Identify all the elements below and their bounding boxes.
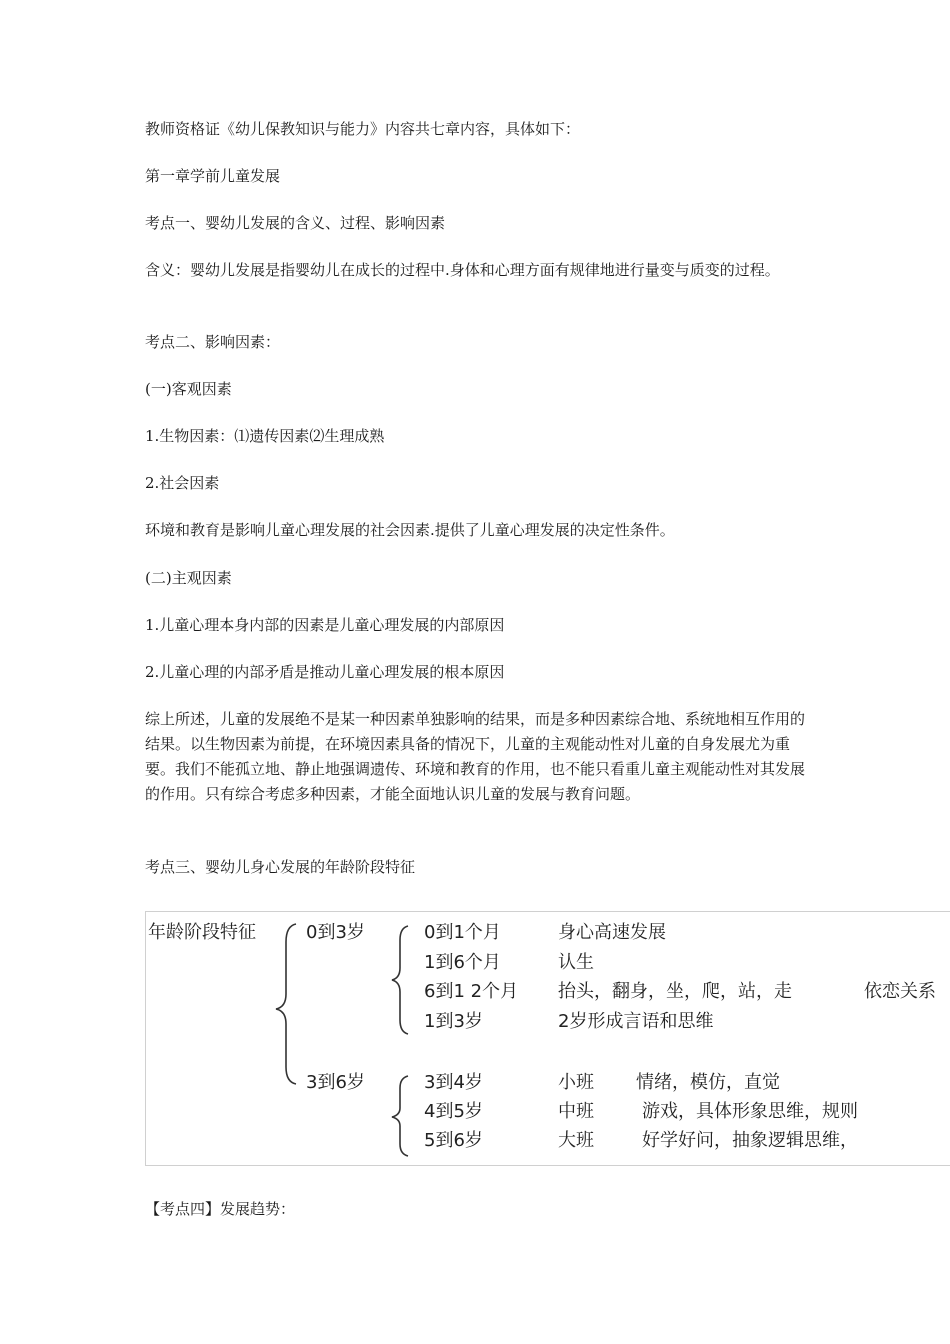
brace-0-3 [392,926,408,1034]
intro-paragraph: 教师资格证《幼儿保教知识与能力》内容共七章内容，具体如下： [145,120,581,138]
objective-factors-heading: (一)客观因素 [145,380,232,398]
class-row-3-4-year: 小班 [558,1072,594,1093]
age-row-4-5-year: 4到5岁 [424,1101,483,1122]
biological-factors-item: 1.生物因素：⑴遗传因素⑵生理成熟 [145,427,385,445]
age-row-6-12-month: 6到1 2个月 [424,981,519,1002]
age-row-3-4-year: 3到4岁 [424,1072,483,1093]
age-stage-diagram [145,911,950,1166]
diagram-root-label: 年龄阶段特征 [148,922,256,943]
desc-row-5-6-year: 好学好问，抽象逻辑思维， [642,1130,858,1151]
chapter-heading: 第一章学前儿童发展 [145,167,281,185]
desc-row-4-5-year: 游戏，具体形象思维，规则 [642,1101,858,1122]
internal-factor-item: 1.儿童心理本身内部的因素是儿童心理发展的内部原因 [145,616,505,634]
summary-paragraph: 综上所述，儿童的发展绝不是某一种因素单独影响的结果，而是多种因素综合地、系统地相互作用的结果。以生物因素为前提，在环境因素具备的情况下，儿童的主观能动性对儿童的自身发展尤为重要。我们不能孤立地、静止地强调遗传、环境和教育的作用，也不能只看重儿童主观能动性对其发展的作用。只有综合考虑多种因素，才能全面地认识儿童的发展与教育问题。 [145,710,806,803]
social-factors-item: 2.社会因素 [145,474,220,492]
age-row-1-6-month: 1到6个月 [424,952,501,973]
group-0-3-label: 0到3岁 [306,922,365,943]
main-brace [276,924,296,1084]
point-one-heading: 考点一、婴幼儿发展的含义、过程、影响因素 [145,214,446,232]
age-row-1-3-year: 1到3岁 [424,1011,483,1032]
age-row-0-1-month: 0到1个月 [424,922,501,943]
definition-paragraph: 含义：婴幼儿发展是指婴幼儿在成长的过程中.身体和心理方面有规律地进行量变与质变的过程。 [145,261,780,279]
desc-row-3-4-year: 情绪，模仿，直觉 [636,1072,780,1093]
internal-contradiction-item: 2.儿童心理的内部矛盾是推动儿童心理发展的根本原因 [145,663,505,681]
point-two-heading: 考点二、影响因素： [145,333,281,351]
subjective-factors-heading: (二)主观因素 [145,569,232,587]
desc-row-1-3-year: 2岁形成言语和思维 [558,1011,714,1032]
point-three-heading: 考点三、婴幼儿身心发展的年龄阶段特征 [145,858,416,876]
age-stage-diagram-svg [146,912,950,1165]
class-row-5-6-year: 大班 [558,1130,594,1151]
class-row-4-5-year: 中班 [558,1101,594,1122]
desc-row-1-6-month: 认生 [558,952,594,973]
environment-paragraph: 环境和教育是影响儿童心理发展的社会因素.提供了儿童心理发展的决定性条件。 [145,521,675,539]
group-3-6-label: 3到6岁 [306,1072,365,1093]
desc-row-0-1-month: 身心高速发展 [558,922,666,943]
attachment-label: 依恋关系 [864,981,936,1002]
point-four-heading: 【考点四】发展趋势： [145,1200,296,1218]
age-row-5-6-year: 5到6岁 [424,1130,483,1151]
brace-3-6 [392,1076,408,1156]
desc-row-6-12-month: 抬头，翻身，坐，爬，站，走 [558,981,792,1002]
